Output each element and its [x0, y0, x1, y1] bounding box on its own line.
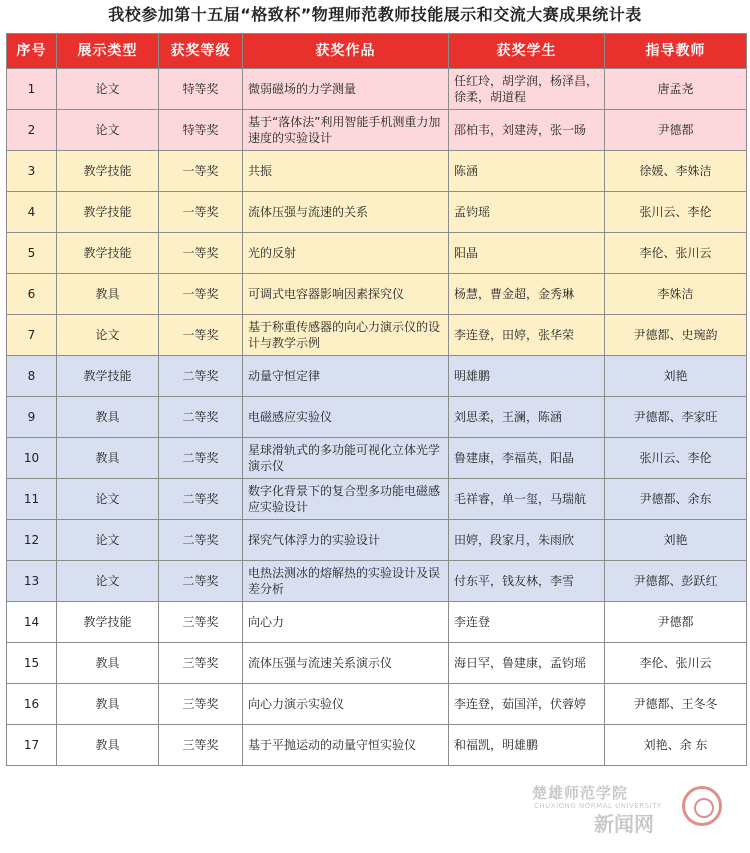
- cell-type: 教学技能: [57, 602, 159, 643]
- cell-level: 一等奖: [159, 233, 243, 274]
- table-row: [7, 233, 747, 274]
- cell-type: 论文: [57, 561, 159, 602]
- table-row: [7, 315, 747, 356]
- cell-teachers: 李姝洁: [605, 274, 747, 315]
- cell-work: 向心力: [243, 602, 449, 643]
- cell-work: 动量守恒定律: [243, 356, 449, 397]
- cell-level: 一等奖: [159, 192, 243, 233]
- cell-teachers: 尹德都、王冬冬: [605, 684, 747, 725]
- cell-work: 基于“落体法”利用智能手机测重力加速度的实验设计: [243, 110, 449, 151]
- watermark-school-name: 楚雄师范学院: [532, 784, 629, 802]
- cell-no: 3: [7, 151, 57, 192]
- table-row: [7, 643, 747, 684]
- cell-level: 一等奖: [159, 151, 243, 192]
- cell-teachers: 尹德都: [605, 110, 747, 151]
- cell-students: 鲁建康，李福英，阳晶: [449, 438, 605, 479]
- cell-no: 12: [7, 520, 57, 561]
- cell-students: 任红玲，胡学润，杨泽昌，徐柔，胡道程: [449, 69, 605, 110]
- cell-type: 教学技能: [57, 233, 159, 274]
- results-table: [6, 33, 747, 766]
- cell-students: 李连登: [449, 602, 605, 643]
- cell-work: 可调式电容器影响因素探究仪: [243, 274, 449, 315]
- cell-work: 星球滑轨式的多功能可视化立体光学演示仪: [243, 438, 449, 479]
- cell-no: 7: [7, 315, 57, 356]
- table-row: [7, 274, 747, 315]
- cell-no: 16: [7, 684, 57, 725]
- cell-type: 论文: [57, 69, 159, 110]
- cell-no: 17: [7, 725, 57, 766]
- table-row: [7, 192, 747, 233]
- cell-level: 二等奖: [159, 561, 243, 602]
- cell-teachers: 尹德都、史琬韵: [605, 315, 747, 356]
- cell-teachers: 张川云、李伦: [605, 192, 747, 233]
- cell-level: 二等奖: [159, 397, 243, 438]
- cell-level: 特等奖: [159, 110, 243, 151]
- table-row: [7, 151, 747, 192]
- cell-teachers: 尹德都: [605, 602, 747, 643]
- watermark-news: 新闻网: [594, 812, 654, 836]
- cell-type: 论文: [57, 315, 159, 356]
- cell-teachers: 李伦、张川云: [605, 643, 747, 684]
- cell-type: 论文: [57, 479, 159, 520]
- table-row: [7, 602, 747, 643]
- cell-teachers: 李伦、张川云: [605, 233, 747, 274]
- cell-no: 13: [7, 561, 57, 602]
- cell-work: 探究气体浮力的实验设计: [243, 520, 449, 561]
- table-row: [7, 520, 747, 561]
- cell-teachers: 徐媛、李姝洁: [605, 151, 747, 192]
- cell-students: 刘思柔，王澜，陈涵: [449, 397, 605, 438]
- cell-level: 二等奖: [159, 520, 243, 561]
- cell-teachers: 张川云、李伦: [605, 438, 747, 479]
- cell-level: 一等奖: [159, 274, 243, 315]
- cell-work: 电磁感应实验仪: [243, 397, 449, 438]
- cell-teachers: 尹德都、李家旺: [605, 397, 747, 438]
- cell-type: 教具: [57, 397, 159, 438]
- cell-work: 电热法测冰的熔解热的实验设计及误差分析: [243, 561, 449, 602]
- cell-type: 教学技能: [57, 151, 159, 192]
- cell-students: 田婷，段家月，朱雨欣: [449, 520, 605, 561]
- cell-no: 15: [7, 643, 57, 684]
- table-row: [7, 561, 747, 602]
- cell-level: 二等奖: [159, 438, 243, 479]
- cell-type: 教具: [57, 725, 159, 766]
- cell-level: 二等奖: [159, 356, 243, 397]
- table-row: [7, 397, 747, 438]
- cell-no: 1: [7, 69, 57, 110]
- cell-no: 4: [7, 192, 57, 233]
- cell-teachers: 刘艳: [605, 356, 747, 397]
- cell-level: 特等奖: [159, 69, 243, 110]
- watermark: [532, 778, 722, 838]
- table-row: [7, 725, 747, 766]
- header-no: 序号: [7, 34, 57, 69]
- cell-students: 和福凯，明雄鹏: [449, 725, 605, 766]
- cell-work: 微弱磁场的力学测量: [243, 69, 449, 110]
- cell-work: 流体压强与流速的关系: [243, 192, 449, 233]
- cell-work: 流体压强与流速关系演示仪: [243, 643, 449, 684]
- cell-type: 教具: [57, 274, 159, 315]
- table-row: [7, 110, 747, 151]
- table-row: [7, 356, 747, 397]
- cell-teachers: 尹德都、彭跃红: [605, 561, 747, 602]
- cell-teachers: 刘艳: [605, 520, 747, 561]
- cell-level: 三等奖: [159, 684, 243, 725]
- school-seal-icon: [682, 786, 722, 826]
- cell-no: 9: [7, 397, 57, 438]
- cell-students: 李连登，田婷，张华荣: [449, 315, 605, 356]
- cell-students: 孟钧瑶: [449, 192, 605, 233]
- cell-students: 付东平，钱友林，李雪: [449, 561, 605, 602]
- cell-type: 论文: [57, 110, 159, 151]
- cell-work: 基于平抛运动的动量守恒实验仪: [243, 725, 449, 766]
- cell-type: 教学技能: [57, 356, 159, 397]
- cell-level: 三等奖: [159, 602, 243, 643]
- cell-type: 教学技能: [57, 192, 159, 233]
- cell-no: 5: [7, 233, 57, 274]
- header-teachers: 指导教师: [605, 34, 747, 69]
- cell-work: 基于称重传感器的向心力演示仪的设计与教学示例: [243, 315, 449, 356]
- cell-no: 2: [7, 110, 57, 151]
- cell-students: 李连登，茹国洋，伏蓉婷: [449, 684, 605, 725]
- cell-teachers: 刘艳、余 东: [605, 725, 747, 766]
- cell-teachers: 唐孟尧: [605, 69, 747, 110]
- header-students: 获奖学生: [449, 34, 605, 69]
- cell-students: 邵柏韦，刘建涛，张一旸: [449, 110, 605, 151]
- cell-work: 数字化背景下的复合型多功能电磁感应实验设计: [243, 479, 449, 520]
- cell-level: 一等奖: [159, 315, 243, 356]
- table-row: [7, 69, 747, 110]
- cell-no: 10: [7, 438, 57, 479]
- cell-level: 三等奖: [159, 643, 243, 684]
- cell-type: 论文: [57, 520, 159, 561]
- table-row: [7, 438, 747, 479]
- cell-work: 向心力演示实验仪: [243, 684, 449, 725]
- cell-type: 教具: [57, 643, 159, 684]
- cell-no: 8: [7, 356, 57, 397]
- cell-work: 共振: [243, 151, 449, 192]
- cell-type: 教具: [57, 684, 159, 725]
- cell-no: 14: [7, 602, 57, 643]
- cell-level: 二等奖: [159, 479, 243, 520]
- table-row: [7, 479, 747, 520]
- watermark-english-name: CHUXIONG NORMAL UNIVERSITY: [534, 802, 662, 810]
- cell-students: 陈涵: [449, 151, 605, 192]
- header-work: 获奖作品: [243, 34, 449, 69]
- cell-teachers: 尹德都、余东: [605, 479, 747, 520]
- cell-students: 阳晶: [449, 233, 605, 274]
- page-title: 我校参加第十五届“格致杯”物理师范教师技能展示和交流大赛成果统计表: [108, 5, 642, 24]
- table-header-row: [7, 34, 747, 69]
- cell-students: 毛祥睿，单一玺，马瑞航: [449, 479, 605, 520]
- table-row: [7, 684, 747, 725]
- cell-no: 11: [7, 479, 57, 520]
- cell-no: 6: [7, 274, 57, 315]
- cell-work: 光的反射: [243, 233, 449, 274]
- cell-students: 明雄鹏: [449, 356, 605, 397]
- header-type: 展示类型: [57, 34, 159, 69]
- header-level: 获奖等级: [159, 34, 243, 69]
- cell-level: 三等奖: [159, 725, 243, 766]
- cell-students: 杨慧，曹金超，金秀琳: [449, 274, 605, 315]
- cell-type: 教具: [57, 438, 159, 479]
- cell-students: 海日罕，鲁建康，孟钧瑶: [449, 643, 605, 684]
